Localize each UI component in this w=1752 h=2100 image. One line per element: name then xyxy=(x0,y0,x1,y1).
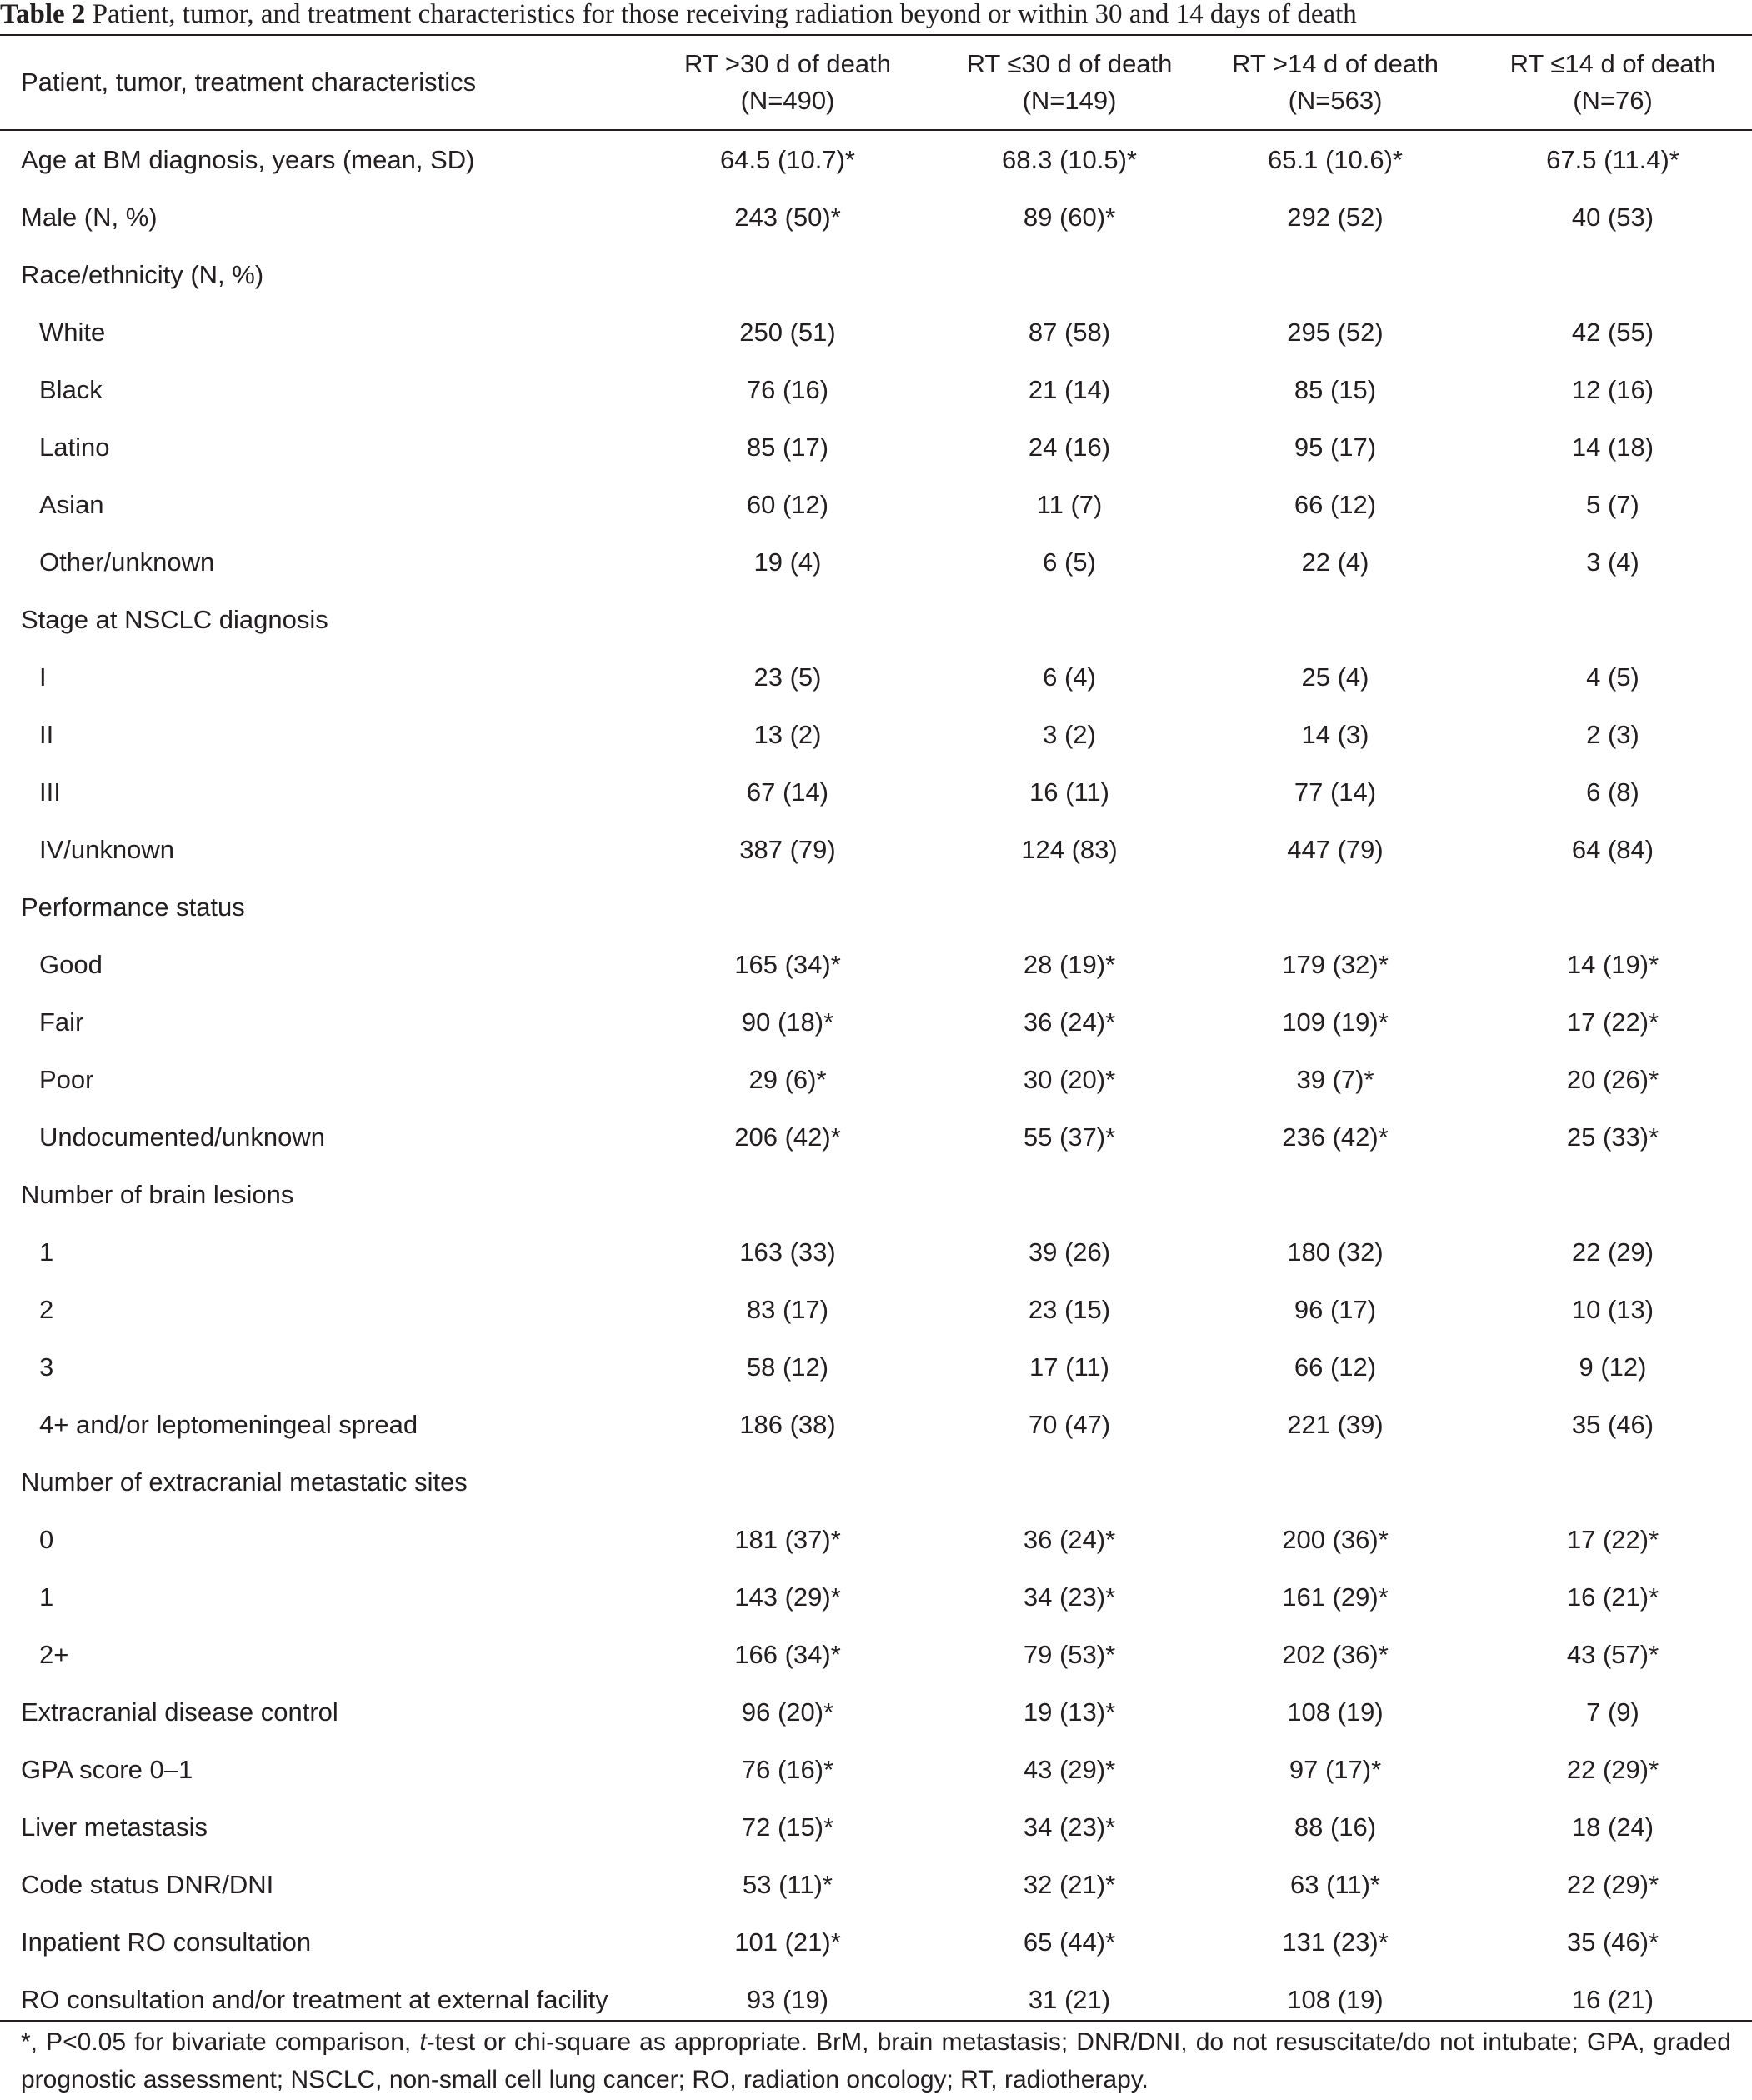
cell-value: 96 (20)* xyxy=(741,1698,834,1727)
table-row xyxy=(0,1683,1752,1741)
cell-value: 181 (37)* xyxy=(734,1525,841,1554)
table-row xyxy=(0,1051,1752,1108)
cell-value xyxy=(1198,246,1473,303)
cell-value: 22 (4) xyxy=(1301,548,1369,577)
cell-value: 89 (60)* xyxy=(1023,202,1116,232)
cell-value: 387 (79) xyxy=(739,835,836,864)
cell-value: 88 (16) xyxy=(1294,1812,1377,1842)
cell-value: 17 (22)* xyxy=(1566,1525,1659,1554)
cell-value: 65 (44)* xyxy=(1023,1928,1116,1957)
cell-value: 76 (16) xyxy=(746,375,829,404)
table-row xyxy=(0,706,1752,763)
table-row xyxy=(0,361,1752,418)
table-row xyxy=(0,1453,1752,1511)
cell-value xyxy=(1475,878,1750,936)
row-label: RO consultation and/or treatment at external facility xyxy=(21,1985,608,2014)
cell-value xyxy=(1198,1453,1473,1511)
cell-value: 3 (2) xyxy=(1043,720,1096,749)
table-caption-label: Table 2 xyxy=(0,0,86,29)
cell-value: 36 (24)* xyxy=(1023,1525,1116,1554)
cell-value: 40 (53) xyxy=(1571,202,1654,232)
cell-value: 55 (37)* xyxy=(1023,1122,1116,1152)
row-label: Number of brain lesions xyxy=(21,1180,294,1209)
cell-value: 67 (14) xyxy=(746,778,829,807)
row-label: Latino xyxy=(39,432,110,462)
cell-value: 447 (79) xyxy=(1287,835,1384,864)
cell-value: 23 (15) xyxy=(1028,1295,1111,1324)
cell-value xyxy=(650,246,925,303)
cell-value: 22 (29) xyxy=(1571,1238,1654,1267)
cell-value xyxy=(650,1453,925,1511)
cell-value: 93 (19) xyxy=(746,1985,829,2014)
header-col-title: RT >14 d of death xyxy=(1232,49,1439,78)
cell-value: 87 (58) xyxy=(1028,318,1111,347)
cell-value: 34 (23)* xyxy=(1023,1812,1116,1842)
row-label: Age at BM diagnosis, years (mean, SD) xyxy=(21,145,475,174)
cell-value: 9 (12) xyxy=(1579,1352,1647,1382)
cell-value: 206 (42)* xyxy=(734,1122,841,1152)
table-row xyxy=(0,936,1752,993)
row-label: 2+ xyxy=(39,1640,69,1669)
row-label: I xyxy=(39,662,47,692)
row-label: II xyxy=(39,720,54,749)
cell-value: 16 (21)* xyxy=(1566,1582,1659,1612)
header-col-title: RT >30 d of death xyxy=(684,49,891,78)
cell-value: 161 (29)* xyxy=(1282,1582,1389,1612)
cell-value xyxy=(1198,1166,1473,1223)
header-col-n: (N=76) xyxy=(1573,86,1653,115)
cell-value: 68.3 (10.5)* xyxy=(1002,145,1137,174)
footnote-italic: t xyxy=(419,2028,427,2056)
row-label: Good xyxy=(39,950,103,979)
table-row xyxy=(0,878,1752,936)
cell-value: 5 (7) xyxy=(1586,490,1639,519)
row-label: Extracranial disease control xyxy=(21,1698,338,1727)
table-row xyxy=(0,1166,1752,1223)
header-column-rt-le14 xyxy=(1475,36,1750,129)
header-col-title: RT ≤14 d of death xyxy=(1509,49,1716,78)
cell-value: 39 (26) xyxy=(1028,1238,1111,1267)
cell-value: 25 (4) xyxy=(1301,662,1369,692)
cell-value: 58 (12) xyxy=(746,1352,829,1382)
cell-value: 77 (14) xyxy=(1294,778,1377,807)
cell-value: 35 (46) xyxy=(1571,1410,1654,1439)
table-row xyxy=(0,188,1752,246)
cell-value: 186 (38) xyxy=(739,1410,836,1439)
cell-value: 295 (52) xyxy=(1287,318,1384,347)
row-label: Other/unknown xyxy=(39,548,215,577)
cell-value: 7 (9) xyxy=(1586,1698,1639,1727)
table-caption xyxy=(0,0,1357,33)
cell-value: 166 (34)* xyxy=(734,1640,841,1669)
table-row xyxy=(0,1626,1752,1683)
cell-value: 85 (15) xyxy=(1294,375,1377,404)
table-row xyxy=(0,1741,1752,1798)
cell-value: 163 (33) xyxy=(739,1238,836,1267)
bottom-rule xyxy=(0,2020,1752,2022)
table-row xyxy=(0,1281,1752,1338)
row-label: 1 xyxy=(39,1238,54,1267)
cell-value: 292 (52) xyxy=(1287,202,1384,232)
cell-value xyxy=(1475,1166,1750,1223)
cell-value: 83 (17) xyxy=(746,1295,829,1324)
row-label: 3 xyxy=(39,1352,54,1382)
cell-value: 36 (24)* xyxy=(1023,1008,1116,1037)
row-label: 1 xyxy=(39,1582,54,1612)
row-label: White xyxy=(39,318,106,347)
cell-value: 12 (16) xyxy=(1571,375,1654,404)
cell-value: 17 (22)* xyxy=(1566,1008,1659,1037)
cell-value: 39 (7)* xyxy=(1296,1065,1374,1094)
table-row xyxy=(0,1338,1752,1396)
table-row xyxy=(0,476,1752,533)
cell-value: 17 (11) xyxy=(1029,1352,1109,1382)
cell-value: 10 (13) xyxy=(1571,1295,1654,1324)
row-label: Undocumented/unknown xyxy=(39,1122,325,1152)
cell-value: 6 (5) xyxy=(1043,548,1096,577)
cell-value: 3 (4) xyxy=(1586,548,1639,577)
cell-value: 72 (15)* xyxy=(741,1812,834,1842)
cell-value: 29 (6)* xyxy=(748,1065,827,1094)
cell-value: 108 (19) xyxy=(1287,1698,1384,1727)
cell-value: 20 (26)* xyxy=(1566,1065,1659,1094)
cell-value: 109 (19)* xyxy=(1282,1008,1389,1037)
row-label: Inpatient RO consultation xyxy=(21,1928,312,1957)
cell-value: 96 (17) xyxy=(1294,1295,1377,1324)
table-row xyxy=(0,303,1752,361)
row-label: Code status DNR/DNI xyxy=(21,1870,274,1899)
cell-value: 43 (29)* xyxy=(1023,1755,1116,1784)
cell-value: 165 (34)* xyxy=(734,950,841,979)
cell-value: 243 (50)* xyxy=(734,202,841,232)
cell-value: 66 (12) xyxy=(1294,1352,1377,1382)
table-row xyxy=(0,131,1752,188)
cell-value: 28 (19)* xyxy=(1023,950,1116,979)
cell-value: 79 (53)* xyxy=(1023,1640,1116,1669)
cell-value: 11 (7) xyxy=(1036,490,1103,519)
table-row xyxy=(0,1856,1752,1913)
cell-value: 18 (24) xyxy=(1571,1812,1654,1842)
header-first-label: Patient, tumor, treatment characteristics xyxy=(21,68,477,97)
cell-value: 6 (8) xyxy=(1586,778,1639,807)
table-footnote xyxy=(21,2023,1731,2098)
footnote-text: *, P<0.05 for bivariate comparison, xyxy=(21,2028,420,2056)
cell-value xyxy=(932,1453,1207,1511)
cell-value xyxy=(1475,246,1750,303)
cell-value: 16 (21) xyxy=(1571,1985,1654,2014)
cell-value: 53 (11)* xyxy=(743,1870,833,1899)
table-row xyxy=(0,418,1752,476)
cell-value: 19 (13)* xyxy=(1023,1698,1116,1727)
row-label: 0 xyxy=(39,1525,54,1554)
cell-value: 4 (5) xyxy=(1586,662,1639,692)
cell-value xyxy=(650,591,925,648)
cell-value: 22 (29)* xyxy=(1566,1755,1659,1784)
table-row xyxy=(0,648,1752,706)
cell-value: 64 (84) xyxy=(1571,835,1654,864)
cell-value: 34 (23)* xyxy=(1023,1582,1116,1612)
cell-value xyxy=(1475,591,1750,648)
cell-value: 200 (36)* xyxy=(1282,1525,1389,1554)
row-label: IV/unknown xyxy=(39,835,174,864)
cell-value: 25 (33)* xyxy=(1566,1122,1659,1152)
cell-value xyxy=(650,1166,925,1223)
cell-value: 250 (51) xyxy=(739,318,836,347)
row-label: Poor xyxy=(39,1065,94,1094)
cell-value: 131 (23)* xyxy=(1282,1928,1389,1957)
cell-value: 14 (19)* xyxy=(1566,950,1659,979)
cell-value: 108 (19) xyxy=(1287,1985,1384,2014)
row-label: Fair xyxy=(39,1008,84,1037)
cell-value: 21 (14) xyxy=(1028,375,1111,404)
cell-value: 202 (36)* xyxy=(1282,1640,1389,1669)
row-label: Race/ethnicity (N, %) xyxy=(21,260,264,289)
cell-value: 101 (21)* xyxy=(734,1928,841,1957)
cell-value: 16 (11) xyxy=(1029,778,1109,807)
cell-value: 6 (4) xyxy=(1043,662,1096,692)
cell-value: 143 (29)* xyxy=(734,1582,841,1612)
cell-value xyxy=(932,878,1207,936)
row-label: III xyxy=(39,778,61,807)
cell-value: 23 (5) xyxy=(753,662,822,692)
table-row xyxy=(0,821,1752,878)
table-row xyxy=(0,1913,1752,1971)
cell-value: 42 (55) xyxy=(1571,318,1654,347)
header-col-n: (N=149) xyxy=(1022,86,1117,115)
header-column-rt-gt30 xyxy=(650,36,925,129)
header-column-rt-gt14 xyxy=(1198,36,1473,129)
table-caption-text: Patient, tumor, and treatment characteristics for those receiving radiation beyond or within 30 and 14 days of death xyxy=(85,0,1357,29)
header-column-rt-le30 xyxy=(932,36,1207,129)
header-col-n: (N=490) xyxy=(740,86,835,115)
header-col-title: RT ≤30 d of death xyxy=(966,49,1173,78)
cell-value xyxy=(932,246,1207,303)
cell-value xyxy=(1475,1453,1750,1511)
row-label: 2 xyxy=(39,1295,54,1324)
cell-value: 90 (18)* xyxy=(741,1008,834,1037)
cell-value: 63 (11)* xyxy=(1290,1870,1380,1899)
cell-value xyxy=(1198,878,1473,936)
row-label: 4+ and/or leptomeningeal spread xyxy=(39,1410,418,1439)
cell-value: 65.1 (10.6)* xyxy=(1268,145,1403,174)
cell-value xyxy=(650,878,925,936)
footnote-text: -test or chi-square as appropriate. BrM, brain metastasis; DNR/DNI, do not resuscitate/do not intubate; GPA, graded prognostic assessment; NSCLC, non-small cell lung cancer; RO, radiation oncology; RT, radiotherapy. xyxy=(21,2028,1731,2093)
table-row xyxy=(0,1108,1752,1166)
cell-value: 95 (17) xyxy=(1294,432,1377,462)
cell-value: 60 (12) xyxy=(746,490,829,519)
row-label: GPA score 0–1 xyxy=(21,1755,193,1784)
table-row xyxy=(0,993,1752,1051)
cell-value: 124 (83) xyxy=(1021,835,1118,864)
cell-value: 24 (16) xyxy=(1028,432,1111,462)
cell-value: 76 (16)* xyxy=(741,1755,834,1784)
cell-value: 32 (21)* xyxy=(1023,1870,1116,1899)
table-row xyxy=(0,1511,1752,1568)
cell-value: 13 (2) xyxy=(753,720,822,749)
cell-value xyxy=(932,1166,1207,1223)
cell-value: 35 (46)* xyxy=(1566,1928,1659,1957)
table-row xyxy=(0,1223,1752,1281)
cell-value: 19 (4) xyxy=(753,548,822,577)
cell-value: 66 (12) xyxy=(1294,490,1377,519)
table-body xyxy=(0,131,1752,2028)
cell-value: 14 (3) xyxy=(1301,720,1369,749)
row-label: Performance status xyxy=(21,892,245,922)
cell-value: 67.5 (11.4)* xyxy=(1546,145,1679,174)
table-row xyxy=(0,1798,1752,1856)
cell-value: 30 (20)* xyxy=(1023,1065,1116,1094)
cell-value: 31 (21) xyxy=(1028,1985,1111,2014)
table-row xyxy=(0,533,1752,591)
cell-value: 64.5 (10.7)* xyxy=(720,145,855,174)
row-label: Liver metastasis xyxy=(21,1812,208,1842)
cell-value xyxy=(1198,591,1473,648)
cell-value: 236 (42)* xyxy=(1282,1122,1389,1152)
row-label: Black xyxy=(39,375,103,404)
cell-value: 43 (57)* xyxy=(1566,1640,1659,1669)
cell-value: 180 (32) xyxy=(1287,1238,1384,1267)
table-row xyxy=(0,246,1752,303)
cell-value: 221 (39) xyxy=(1287,1410,1384,1439)
row-label: Number of extracranial metastatic sites xyxy=(21,1468,468,1497)
cell-value: 70 (47) xyxy=(1028,1410,1111,1439)
row-label: Male (N, %) xyxy=(21,202,158,232)
row-label: Asian xyxy=(39,490,104,519)
header-col-n: (N=563) xyxy=(1288,86,1383,115)
header-first-column xyxy=(21,36,654,129)
cell-value: 2 (3) xyxy=(1586,720,1639,749)
table-row xyxy=(0,591,1752,648)
table-row xyxy=(0,1396,1752,1453)
table-row xyxy=(0,763,1752,821)
cell-value: 179 (32)* xyxy=(1282,950,1389,979)
cell-value: 85 (17) xyxy=(746,432,829,462)
cell-value: 22 (29)* xyxy=(1566,1870,1659,1899)
row-label: Stage at NSCLC diagnosis xyxy=(21,605,328,634)
cell-value: 97 (17)* xyxy=(1289,1755,1382,1784)
table-row xyxy=(0,1568,1752,1626)
cell-value: 14 (18) xyxy=(1571,432,1654,462)
cell-value xyxy=(932,591,1207,648)
